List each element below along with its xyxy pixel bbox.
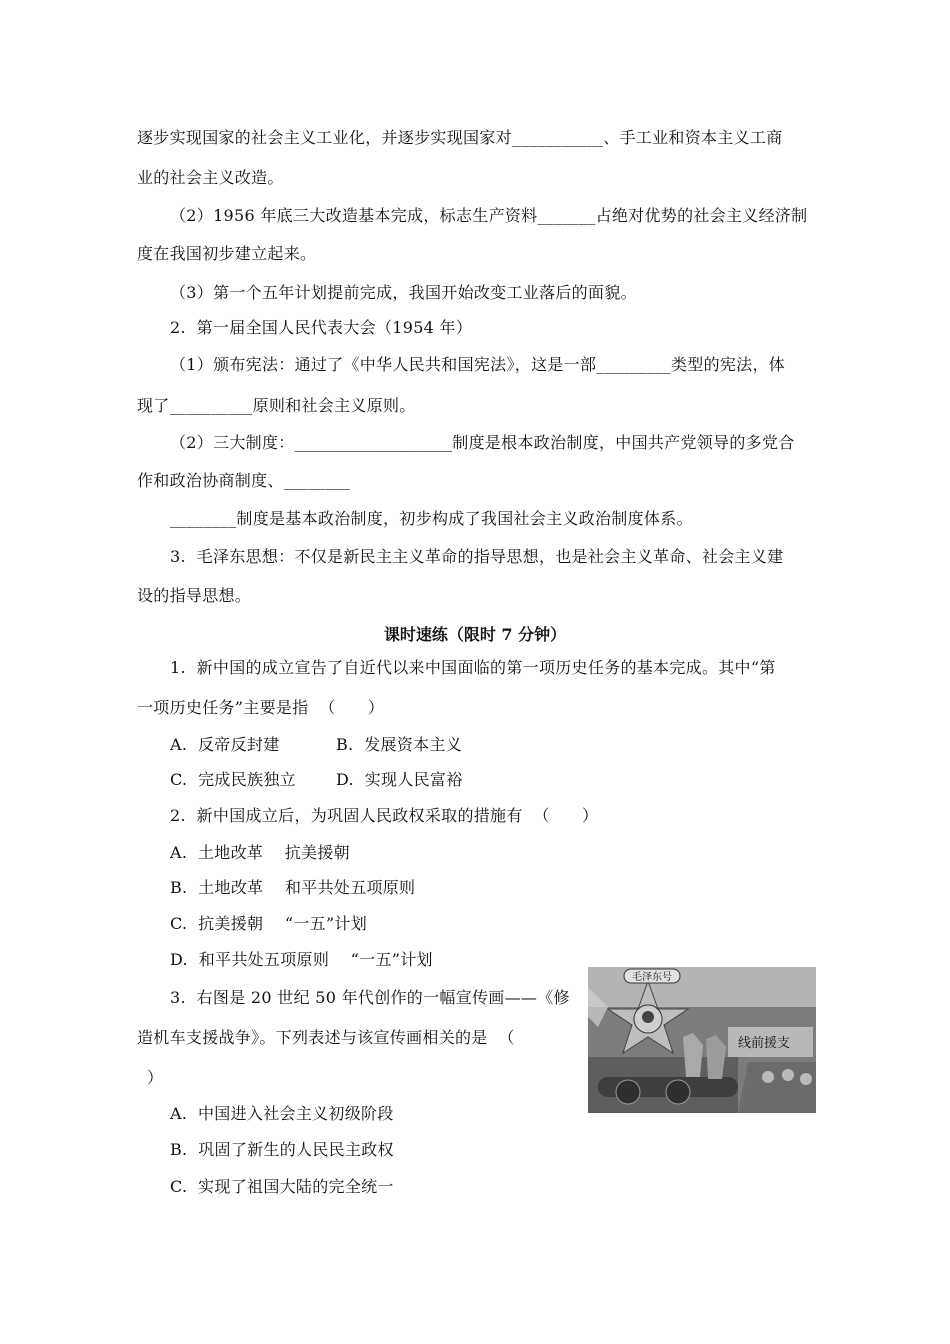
propaganda-poster-image [588, 967, 816, 1113]
question-2-stem: 2. 新中国成立后，为巩固人民政权采取的措施有 （ ） [170, 806, 599, 825]
question-2-option-d: D. 和平共处五项原则 “一五”计划 [170, 950, 433, 969]
question-1-option-a: A. 反帝反封建 [170, 735, 280, 754]
question-1-stem: 1. 新中国的成立宣告了自近代以来中国面临的第一项历史任务的基本完成。其中“第 [170, 658, 776, 677]
question-2-option-c: C. 抗美援朝 “一五”计划 [170, 914, 368, 933]
text-line: 作和政治协商制度、________ [137, 471, 351, 490]
question-1-stem-cont: 一项历史任务”主要是指 （ ） [137, 698, 385, 717]
question-3-stem-bracket: ） [147, 1068, 164, 1087]
question-2-option-b: B. 土地改革 和平共处五项原则 [170, 878, 416, 897]
text-line: 设的指导思想。 [137, 586, 252, 605]
poster-illustration [588, 967, 816, 1113]
section-title: 课时速练（限时 7 分钟） [383, 625, 567, 644]
text-line: 现了__________原则和社会主义原则。 [137, 396, 416, 415]
text-line: （1）颁布宪法：通过了《中华人民共和国宪法》，这是一部_________类型的宪法，体 [170, 355, 786, 374]
question-3-option-b: B. 巩固了新生的人民民主政权 [170, 1140, 394, 1159]
poster-banner-text: 毛泽东号 [632, 972, 672, 983]
text-line: （2）三大制度：___________________制度是根本政治制度，中国共产党领导的多党合 [170, 433, 795, 452]
question-1-option-b: B. 发展资本主义 [336, 735, 463, 754]
question-3-option-a: A. 中国进入社会主义初级阶段 [170, 1104, 394, 1123]
text-line: 3. 毛泽东思想：不仅是新民主主义革命的指导思想，也是社会主义革命、社会主义建 [170, 547, 784, 566]
text-line: （3）第一个五年计划提前完成，我国开始改变工业落后的面貌。 [170, 283, 637, 302]
poster-slogan-text: 线前援支 [738, 1036, 791, 1051]
question-3-stem-cont: 造机车支援战争》。下列表述与该宣传画相关的是 （ [137, 1028, 515, 1047]
question-1-option-c: C. 完成民族独立 [170, 770, 296, 789]
text-line: ________制度是基本政治制度，初步构成了我国社会主义政治制度体系。 [170, 509, 693, 528]
question-1-option-d: D. 实现人民富裕 [336, 770, 463, 789]
text-line: 度在我国初步建立起来。 [137, 244, 317, 263]
text-line: 2. 第一届全国人民代表大会（1954 年） [170, 318, 473, 337]
question-2-option-a: A. 土地改革 抗美援朝 [170, 843, 350, 862]
text-line: 业的社会主义改造。 [137, 168, 284, 187]
text-line: 逐步实现国家的社会主义工业化，并逐步实现国家对___________、手工业和资本主义工商 [137, 128, 783, 147]
question-3-option-c: C. 实现了祖国大陆的完全统一 [170, 1177, 394, 1196]
question-3-stem: 3. 右图是 20 世纪 50 年代创作的一幅宣传画——《修 [170, 988, 570, 1007]
text-line: （2）1956 年底三大改造基本完成，标志生产资料_______占绝对优势的社会主义经济制 [170, 206, 808, 225]
